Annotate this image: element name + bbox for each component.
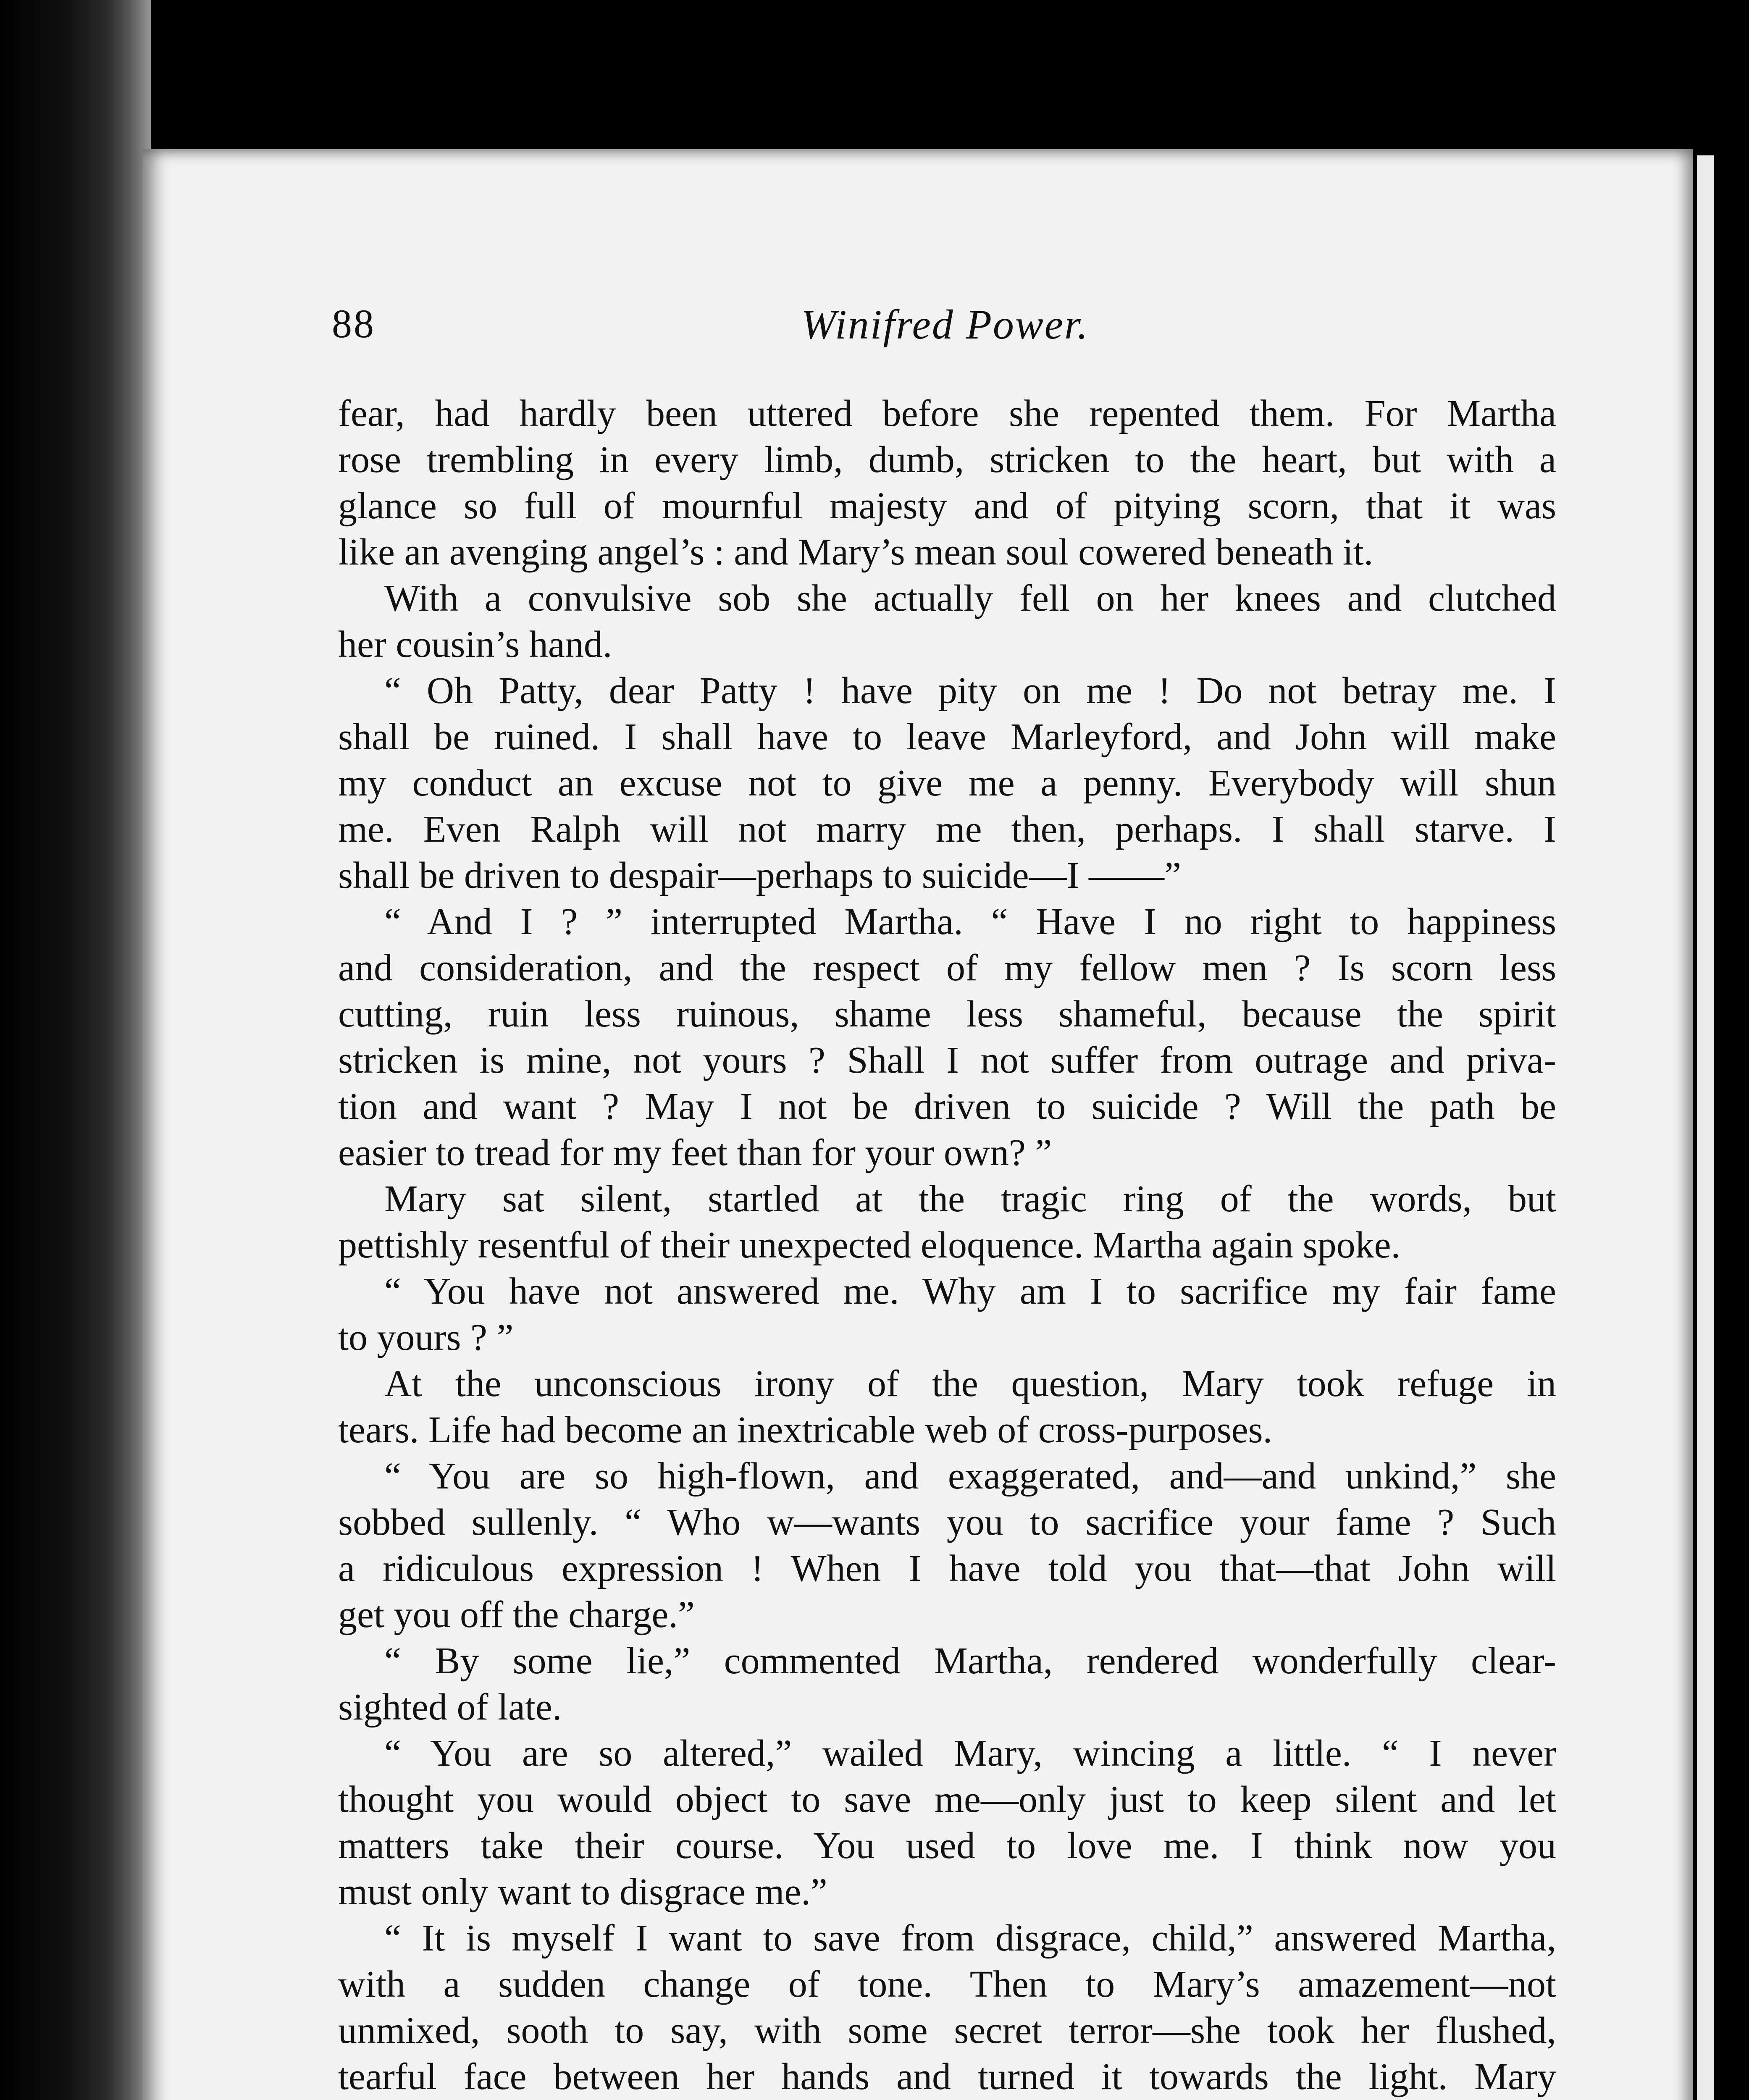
- text-line: “ You have not answered me. Why am I to sacrifice my fair fame: [384, 1270, 1556, 1312]
- text-line: tearful face between her hands and turned it towards the light. Mary: [338, 2056, 1556, 2097]
- book-gutter: [0, 0, 151, 2100]
- text-line: stricken is mine, not yours ? Shall I not suffer from outrage and priva-: [338, 1040, 1556, 1081]
- text-line: like an avenging angel’s : and Mary’s mean soul cowered beneath it.: [338, 531, 1373, 573]
- text-line: sobbed sullenly. “ Who w—wants you to sacrifice your fame ? Such: [338, 1502, 1556, 1543]
- text-line: my conduct an excuse not to give me a penny. Everybody will shun: [338, 762, 1556, 804]
- text-line: rose trembling in every limb, dumb, stricken to the heart, but with a: [338, 439, 1556, 480]
- text-line: get you off the charge.”: [338, 1594, 695, 1635]
- body-text: [338, 391, 1556, 2100]
- running-header: [332, 300, 1558, 351]
- text-line: “ Oh Patty, dear Patty ! have pity on me ! Do not betray me. I: [384, 670, 1556, 711]
- text-line: her cousin’s hand.: [338, 624, 612, 665]
- page-edge: [1697, 155, 1714, 2100]
- text-line: “ By some lie,” commented Martha, rendered wonderfully clear-: [384, 1640, 1556, 1682]
- text-line: fear, had hardly been uttered before she repented them. For Martha: [338, 393, 1556, 434]
- text-line: “ And I ? ” interrupted Martha. “ Have I no right to happiness: [384, 901, 1556, 942]
- text-line: At the unconscious irony of the question, Mary took refuge in: [384, 1363, 1556, 1404]
- text-line: shall be driven to despair—perhaps to suicide—I ——”: [338, 855, 1181, 896]
- text-line: me. Even Ralph will not marry me then, perhaps. I shall starve. I: [338, 808, 1556, 850]
- text-line: Mary sat silent, startled at the tragic ring of the words, but: [384, 1178, 1556, 1220]
- page-number: 88: [332, 301, 376, 346]
- text-line: “ You are so high-flown, and exaggerated, and—and unkind,” she: [384, 1455, 1556, 1497]
- text-line: cutting, ruin less ruinous, shame less shameful, because the spirit: [338, 993, 1556, 1035]
- text-line: must only want to disgrace me.”: [338, 1871, 827, 1913]
- text-line: shall be ruined. I shall have to leave Marleyford, and John will make: [338, 716, 1556, 758]
- text-line: “ You are so altered,” wailed Mary, wincing a little. “ I never: [384, 1732, 1556, 1774]
- text-line: unmixed, sooth to say, with some secret terror—she took her flushed,: [338, 2010, 1556, 2051]
- text-line: with a sudden change of tone. Then to Mary’s amazement—not: [338, 1964, 1556, 2005]
- text-line: sighted of late.: [338, 1686, 562, 1728]
- text-line: pettishly resentful of their unexpected eloquence. Martha again spoke.: [338, 1224, 1401, 1266]
- text-line: glance so full of mournful majesty and of pitying scorn, that it was: [338, 485, 1556, 527]
- text-line: thought you would object to save me—only just to keep silent and let: [338, 1779, 1556, 1820]
- text-line: With a convulsive sob she actually fell on her knees and clutched: [384, 578, 1556, 619]
- text-line: a ridiculous expression ! When I have told you that—that John will: [338, 1548, 1556, 1589]
- text-line: and consideration, and the respect of my fellow men ? Is scorn less: [338, 947, 1556, 989]
- text-line: matters take their course. You used to love me. I think now you: [338, 1825, 1556, 1866]
- text-line: “ It is myself I want to save from disgrace, child,” answered Martha,: [384, 1917, 1556, 1959]
- text-line: to yours ? ”: [338, 1317, 514, 1358]
- text-line: tears. Life had become an inextricable web of cross-purposes.: [338, 1409, 1273, 1451]
- text-line: easier to tread for my feet than for your own? ”: [338, 1132, 1052, 1173]
- running-title: Winifred Power.: [801, 301, 1089, 348]
- text-line: tion and want ? May I not be driven to suicide ? Will the path be: [338, 1086, 1556, 1127]
